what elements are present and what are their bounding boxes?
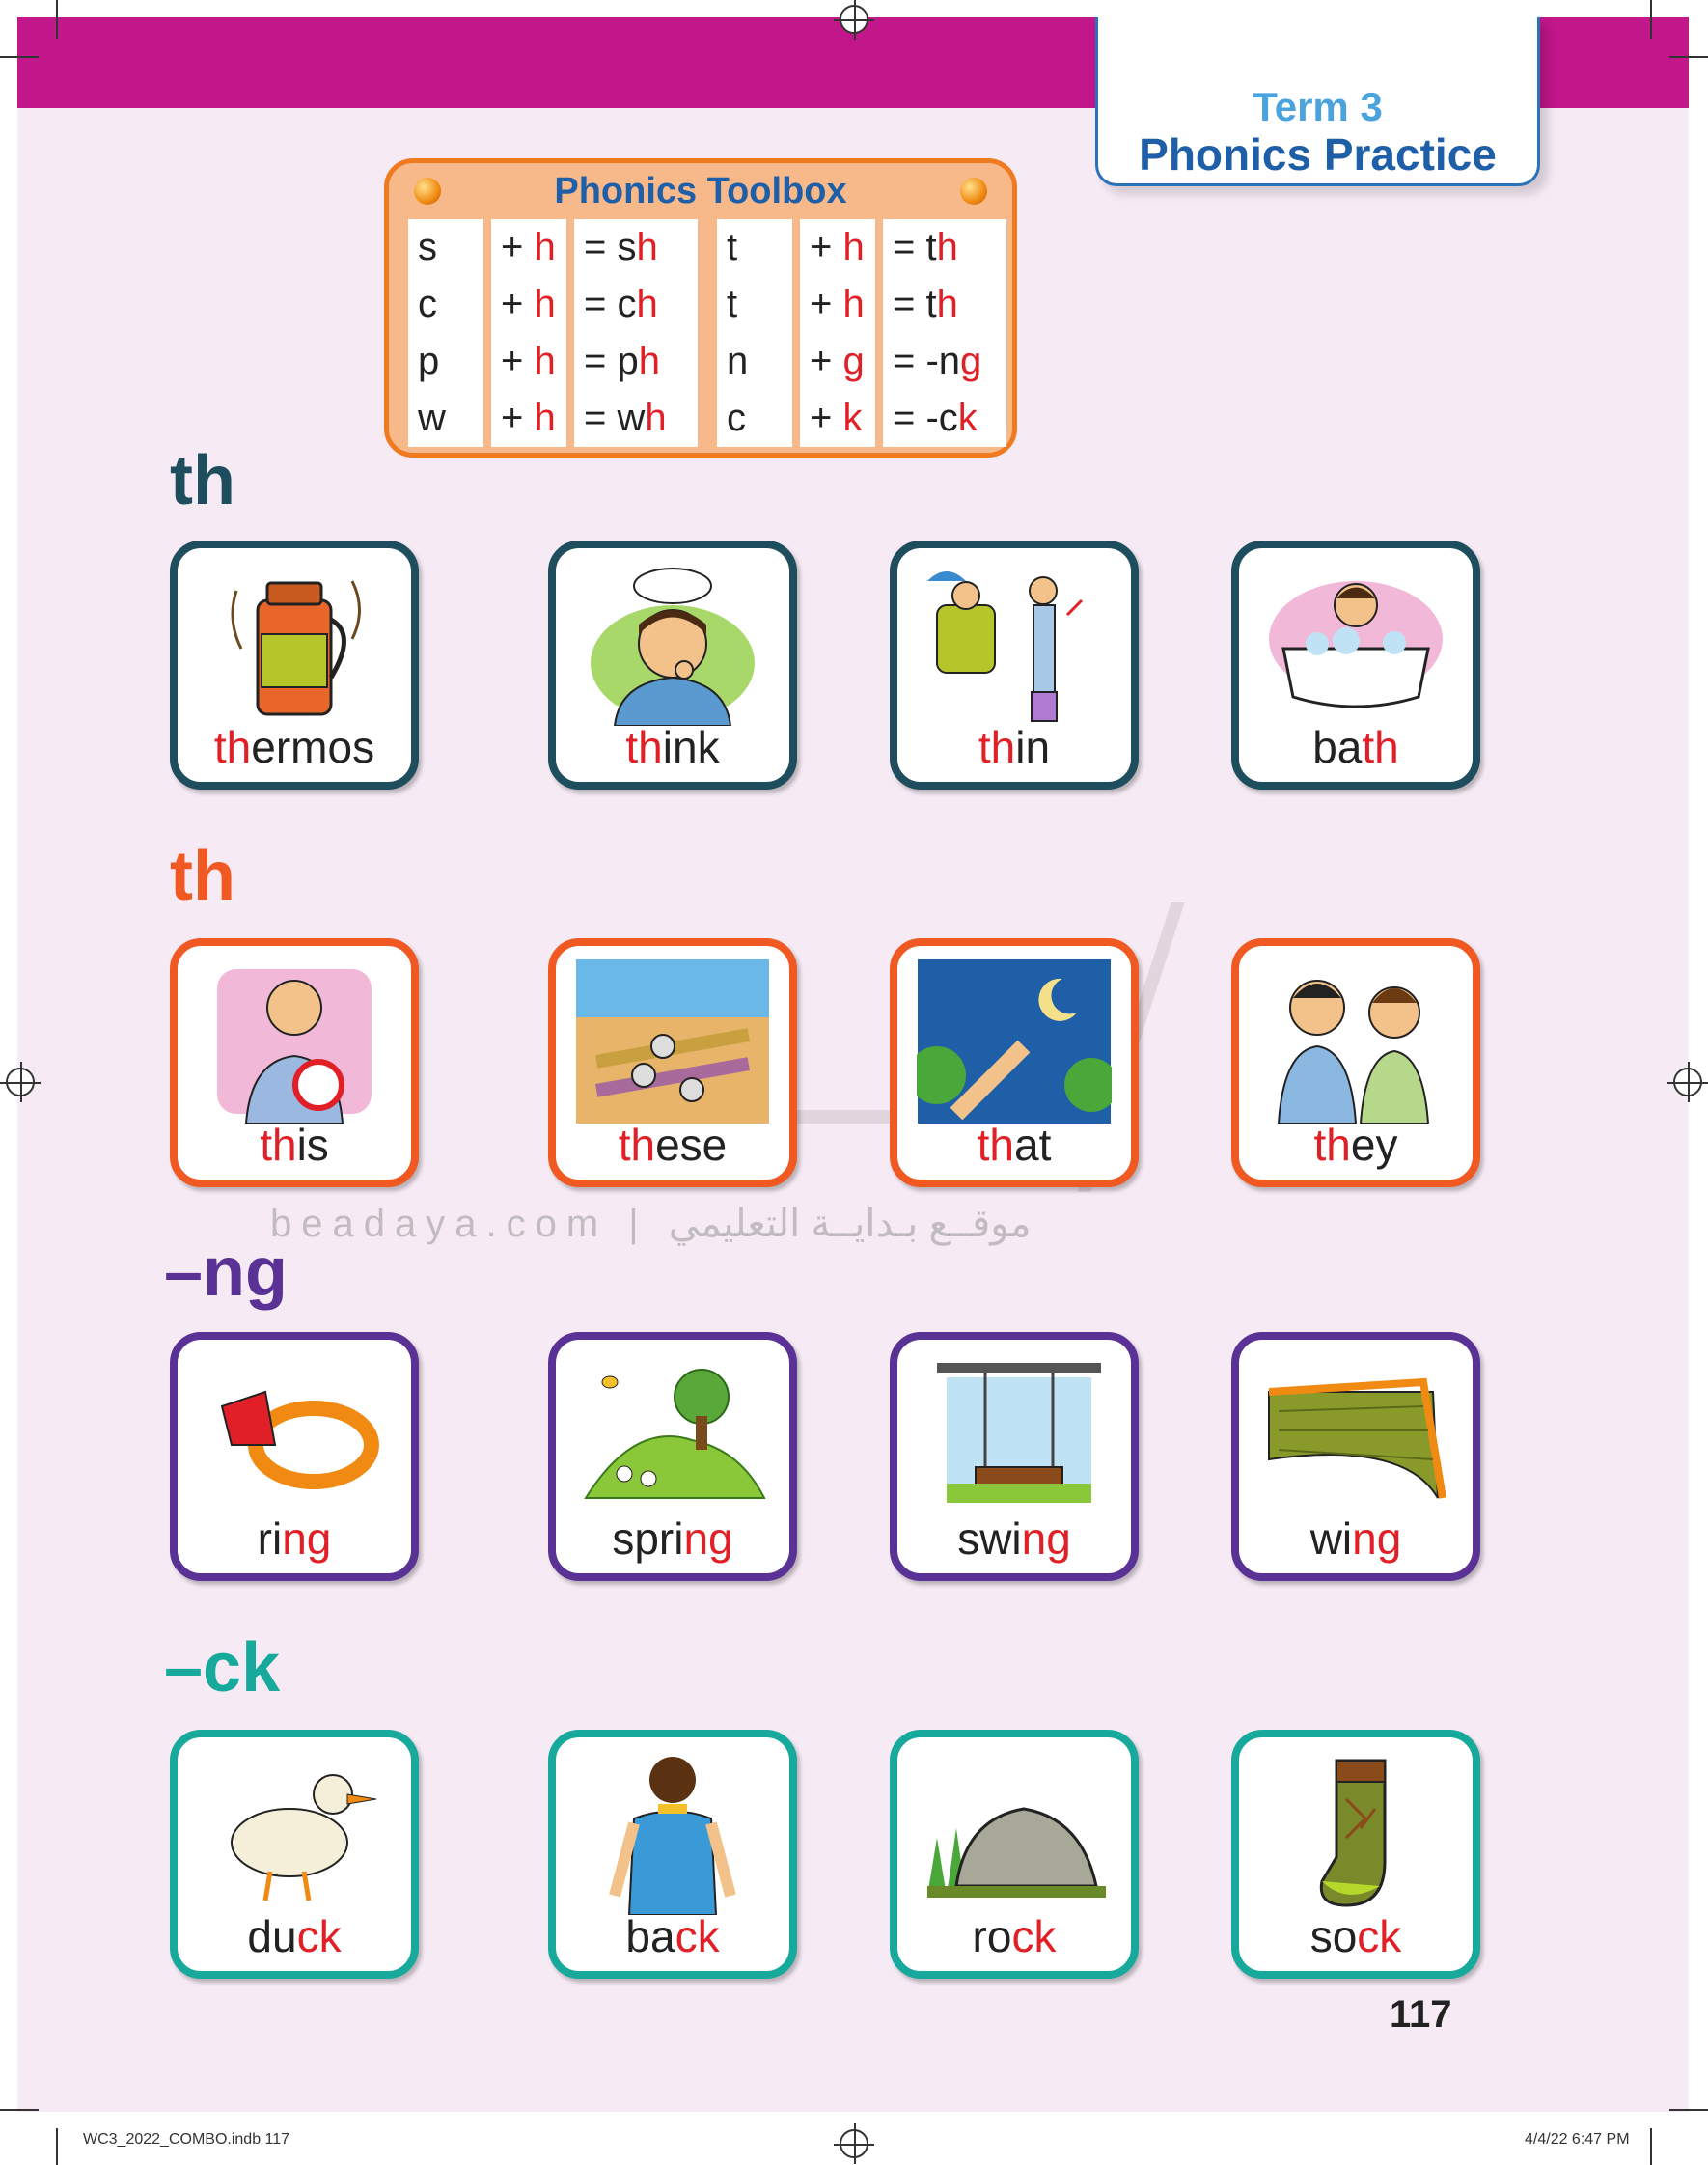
result-highlight: g [960,340,982,382]
result-base: = t [893,226,937,268]
crop-mark [1650,2128,1652,2165]
word-card [548,1730,797,1979]
word-part: du [247,1911,297,1961]
result-base: = c [584,283,637,325]
man-with-clock-icon [197,959,392,1124]
word-card [1231,1332,1480,1581]
plus-cell [491,333,566,390]
plus-cell [491,219,566,276]
word-part: ba [1312,722,1363,772]
thinking-boy-icon [575,562,770,726]
section-label-ng: –ng [164,1234,289,1311]
word-label [897,1513,1131,1564]
word-highlight: th [1313,1120,1351,1170]
word-card [890,1332,1139,1581]
result-cell [883,390,1006,447]
added-letter: g [842,340,865,382]
toolbox-left-table [408,219,698,447]
wing-icon [1258,1353,1453,1517]
thin-clown-icon [917,562,1112,726]
word-label [1239,722,1473,772]
word-card [1231,938,1480,1187]
word-highlight: th [977,1120,1014,1170]
added-letter: h [534,397,556,439]
result-base: = w [584,397,646,439]
word-part: at [1014,1120,1052,1170]
word-label [556,722,789,772]
plus-sign: + [810,340,833,382]
toolbox-column [883,219,1006,447]
pointing-moon-icon [917,959,1112,1124]
toolbox-column [491,219,566,447]
result-base: = s [584,226,637,268]
added-letter: h [842,283,865,325]
term-label: Term 3 [1253,84,1383,129]
result-cell [574,276,698,333]
phonics-toolbox [384,158,1017,458]
result-base: = p [584,340,639,382]
word-part: spri [612,1513,684,1564]
print-date: 4/4/22 6:47 PM [1525,2131,1630,2148]
added-letter: h [534,226,556,268]
word-label [897,1120,1131,1170]
sock-icon [1258,1751,1453,1915]
plus-cell [491,276,566,333]
letter-cell: t [727,283,738,325]
watermark-text: beadaya.com | موقــع بـدايــة التعليمي [270,1203,1032,1245]
word-card [170,541,419,790]
section-label-th: th [170,838,235,915]
crop-mark [56,2128,58,2165]
plus-cell [800,219,875,276]
word-highlight: th [213,722,252,772]
word-highlight: ck [1357,1911,1402,1961]
toolbox-column [574,219,698,447]
result-base: = t [893,283,937,325]
plus-cell [800,333,875,390]
word-part: ey [1350,1120,1398,1170]
result-cell [574,390,698,447]
word-part: swi [957,1513,1022,1564]
toolbox-title: Phonics Toolbox [554,171,847,211]
result-highlight: k [957,397,978,439]
word-highlight: th [260,1120,297,1170]
result-highlight: h [936,226,958,268]
word-part: so [1309,1911,1358,1961]
word-part: ermos [251,722,375,772]
word-card [548,541,797,790]
swing-icon [917,1353,1112,1517]
plus-sign: + [810,397,833,439]
toolbox-column [717,219,792,447]
duck-icon [197,1751,392,1915]
word-card [170,1730,419,1979]
word-label [178,1513,411,1564]
plus-sign: + [501,226,524,268]
word-part: ro [972,1911,1012,1961]
rock-icon [917,1751,1112,1915]
toolbox-column [408,219,483,447]
plus-cell [800,390,875,447]
crop-mark [1669,56,1708,58]
boy-back-icon [575,1751,770,1915]
plus-sign: + [810,226,833,268]
result-highlight: h [645,397,667,439]
word-part: in [1015,722,1051,772]
page-number: 117 [1390,1993,1452,2036]
word-label [178,1120,411,1170]
word-part: ri [257,1513,283,1564]
letter-cell: c [418,283,437,325]
word-highlight: th [618,1120,656,1170]
crop-mark [56,0,58,39]
bathtub-icon [1258,562,1453,726]
registration-mark-icon [1673,1068,1702,1096]
word-highlight: th [978,722,1016,772]
result-highlight: h [636,226,658,268]
word-card [890,1730,1139,1979]
result-cell [574,333,698,390]
result-cell [883,333,1006,390]
term-tab [1095,17,1540,186]
word-label [1239,1513,1473,1564]
crop-mark [0,2109,39,2111]
letter-cell: n [727,340,749,382]
word-card [890,938,1139,1187]
word-highlight: ck [296,1911,342,1961]
letter-cell: s [418,226,437,268]
word-label [897,722,1131,772]
two-boys-icon [1258,959,1453,1124]
result-cell [883,276,1006,333]
result-cell [574,219,698,276]
result-highlight: h [636,283,658,325]
added-letter: h [534,283,556,325]
plus-sign: + [501,340,524,382]
plus-cell [800,276,875,333]
toolbox-right-table [717,219,1006,447]
word-highlight: th [1362,722,1399,772]
word-part: is [296,1120,329,1170]
page-title: Phonics Practice [1139,129,1497,180]
word-highlight: ck [1011,1911,1057,1961]
word-label [556,1120,789,1170]
word-highlight: th [625,722,663,772]
word-card [170,1332,419,1581]
result-cell [883,219,1006,276]
word-card [890,541,1139,790]
crop-mark [1650,0,1652,39]
letter-cell: t [727,226,738,268]
word-card [1231,541,1480,790]
word-part: ba [625,1911,675,1961]
toolbox-column [800,219,875,447]
word-part: ink [662,722,720,772]
word-label [178,1911,411,1961]
word-label [556,1513,789,1564]
ring-icon [197,1353,392,1517]
registration-mark-icon [840,5,868,34]
plus-sign: + [501,283,524,325]
result-base: = -c [893,397,958,439]
plus-sign: + [810,283,833,325]
letter-cell: w [418,397,446,439]
section-label-ck: –ck [164,1629,281,1707]
word-card [548,1332,797,1581]
word-card [1231,1730,1480,1979]
letter-cell: c [727,397,746,439]
added-letter: h [534,340,556,382]
word-card [548,938,797,1187]
word-part: wi [1309,1513,1353,1564]
result-highlight: h [936,283,958,325]
thermos-icon [197,562,392,726]
letter-cell: p [418,340,440,382]
word-label [1239,1911,1473,1961]
word-highlight: ng [683,1513,733,1564]
word-card [170,938,419,1187]
word-highlight: ck [675,1911,720,1961]
section-label-th: th [170,442,235,519]
added-letter: h [842,226,865,268]
added-letter: k [842,397,863,439]
plus-sign: + [501,397,524,439]
word-label [897,1911,1131,1961]
result-base: = -n [893,340,961,382]
result-highlight: h [638,340,660,382]
word-part: ese [655,1120,728,1170]
registration-mark-icon [840,2129,868,2158]
word-highlight: ng [1021,1513,1071,1564]
word-highlight: ng [282,1513,332,1564]
file-slug: WC3_2022_COMBO.indb 117 [83,2131,290,2148]
spring-meadow-icon [575,1353,770,1517]
plus-cell [491,390,566,447]
word-highlight: ng [1352,1513,1402,1564]
word-label [178,722,411,772]
word-label [556,1911,789,1961]
watches-icon [575,959,770,1124]
registration-mark-icon [6,1068,35,1096]
word-label [1239,1120,1473,1170]
crop-mark [0,56,39,58]
crop-mark [1669,2109,1708,2111]
